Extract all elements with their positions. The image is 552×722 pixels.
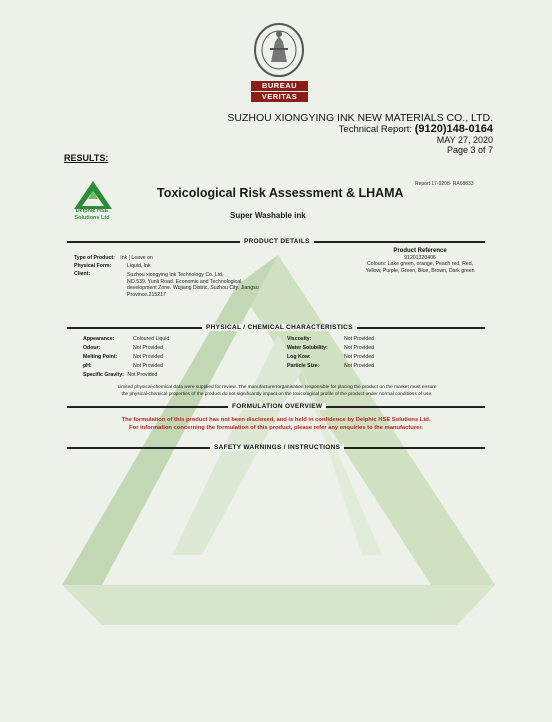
product-reference-code: 91201320406 [404, 254, 436, 261]
prop-label: Melting Point: [83, 354, 118, 360]
form-value: Liquid, Ink [127, 263, 151, 269]
formulation-line: For information concerning the formulation of this product, please refer any enquiries to the manufacturer. [129, 425, 423, 431]
prop-label: pH: [83, 363, 92, 369]
logo-text-line2: Solutions Ltd [74, 215, 110, 221]
logo-text-line1: Delphic HSE [75, 208, 109, 214]
prop-value: Not Provided [127, 372, 158, 378]
physical-form [74, 263, 111, 270]
product-details-heading: PRODUCT DETAILS [240, 238, 314, 245]
type-of-product [74, 255, 153, 262]
bureau-veritas-band [251, 81, 308, 101]
prop-label: Odour: [83, 345, 101, 351]
prop-value: Not Provided [344, 336, 374, 342]
report-date: MAY 27, 2020 [436, 135, 493, 145]
prop-value: Not Provided [133, 354, 163, 360]
band-top-text: BUREAU [251, 81, 308, 91]
client-line: development Zone. Wujiang Distric. Suzhou City. Jiangsu [127, 285, 259, 291]
note-line: the physical-chemical properties of the product do not significantly impact on the toxicological profile of the product under normal conditions of use. [121, 391, 433, 397]
prop-label: Particle Size: [287, 363, 320, 369]
bureau-veritas-seal [253, 22, 305, 82]
prop-label: Water Solubility: [287, 345, 328, 351]
prop-label: Appearance: [83, 336, 115, 342]
type-value: Ink | Leave on [120, 255, 153, 261]
product-name: Super Washable ink [230, 211, 306, 220]
product-colours-line: Colours: Lake green, orange, Peach red, Red, [366, 261, 474, 267]
technical-report-number [339, 123, 493, 135]
prop-value: Not Provided [344, 354, 374, 360]
note-line: Limited physical-chemical data were supplied for review. The manufacturer/organisation responsible for placing the product on the market must ensure [117, 385, 437, 390]
prop-label: Log Kow: [287, 354, 311, 360]
penrose-triangle-watermark [62, 255, 495, 625]
product-colours-line: Yellow, Purple, Green, Blue, Brown, Dark green [365, 267, 475, 274]
client-label-text: Client: [74, 271, 91, 277]
report-reference: Report 17-9208- RA68833 [415, 181, 474, 187]
company-name: SUZHOU XIONGYING INK NEW MATERIALS CO., LTD. [227, 112, 493, 124]
results-heading: RESULTS: [64, 153, 109, 163]
prop-label: Specific Gravity: [83, 372, 124, 378]
prop-value: Not Provided [133, 363, 163, 369]
client-line: Suzhou xiongying Ink Technology Co.,Ltd. [127, 272, 224, 278]
form-label: Physical Form: [74, 263, 112, 269]
formulation-line: The formulation of this product has not been disclosed, and is held in confidence by Delphic HSE Solutions Ltd. [121, 417, 431, 423]
prop-value: Not Provided [344, 363, 374, 369]
physical-note [72, 385, 482, 398]
product-reference [355, 248, 485, 274]
report-number: (9120)148-0164 [414, 123, 493, 135]
prop-label: Viscosity: [287, 336, 312, 342]
product-reference-title: Product Reference [393, 248, 447, 254]
prop-value: Coloured Liquid [133, 336, 170, 342]
report-prefix: Technical Report: [338, 124, 413, 135]
prop-value: Not Provided [133, 345, 163, 351]
safety-heading: SAFETY WARNINGS / INSTRUCTIONS [210, 444, 344, 451]
page-number: Page 3 of 7 [446, 145, 493, 155]
client-line: NO.539. Yunli Road. Economic and Technological [127, 278, 242, 285]
type-label: Type of Product: [74, 255, 115, 261]
client-address [127, 272, 259, 298]
delphic-logo-text [64, 208, 120, 222]
report-title: Toxicological Risk Assessment & LHAMA [157, 186, 404, 200]
physical-right-values [344, 336, 374, 372]
client-line: Province.215217 [127, 291, 166, 298]
physical-heading: PHYSICAL / CHEMICAL CHARACTERISTICS [202, 324, 357, 331]
physical-right-labels [287, 336, 328, 372]
formulation-heading: FORMULATION OVERVIEW [228, 403, 326, 410]
prop-value: Not Provided [344, 345, 374, 351]
band-bottom-text: VERITAS [251, 91, 308, 102]
client-label [74, 271, 90, 278]
physical-left-values [133, 336, 169, 372]
